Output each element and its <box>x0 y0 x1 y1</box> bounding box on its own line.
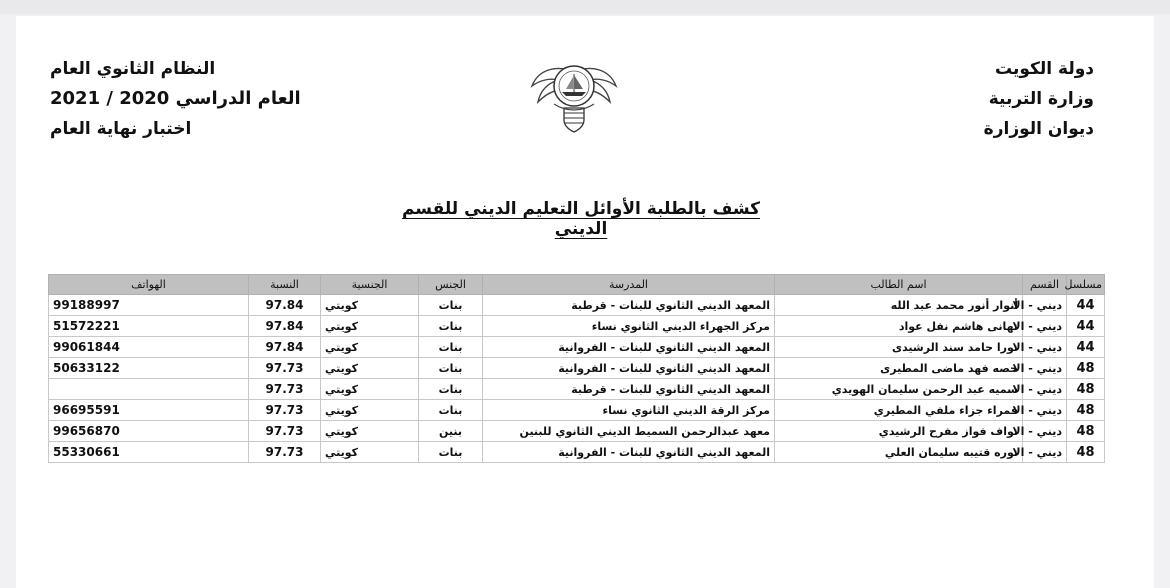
cell-name: نوره قتيبه سليمان العلي <box>775 442 1023 463</box>
cell-gender: بنات <box>419 337 483 358</box>
col-phones: الهواتف <box>49 275 249 295</box>
cell-percent: 97.73 <box>249 400 321 421</box>
col-dept: القسم <box>1023 275 1067 295</box>
cell-name: أنوار أنور محمد عبد الله <box>775 295 1023 316</box>
table-row <box>49 421 1105 442</box>
table-row <box>49 379 1105 400</box>
table-row <box>49 358 1105 379</box>
col-school: المدرسة <box>483 275 775 295</box>
cell-serial: 48 <box>1067 442 1105 463</box>
cell-phone: 50633122 <box>49 358 249 379</box>
cell-percent: 97.84 <box>249 337 321 358</box>
cell-name: سميه عبد الرحمن سليمان الهويدي <box>775 379 1023 400</box>
cell-serial: 44 <box>1067 295 1105 316</box>
table-row <box>49 295 1105 316</box>
table-header-row <box>49 275 1105 295</box>
cell-phone: 55330661 <box>49 442 249 463</box>
cell-serial: 44 <box>1067 337 1105 358</box>
col-name: اسم الطالب <box>775 275 1023 295</box>
cell-gender: بنات <box>419 379 483 400</box>
cell-phone: 51572221 <box>49 316 249 337</box>
cell-gender: بنات <box>419 295 483 316</box>
cell-percent: 97.73 <box>249 421 321 442</box>
cell-percent: 97.73 <box>249 379 321 400</box>
cell-school: المعهد الديني الثانوي للبنات - الفروانية <box>483 442 775 463</box>
header-country: دولة الكويت <box>994 59 1094 79</box>
cell-phone <box>49 379 249 400</box>
header-exam-info <box>50 54 301 144</box>
cell-nationality: كويتي <box>321 358 419 379</box>
col-nationality: الجنسية <box>321 275 419 295</box>
cell-nationality: كويتي <box>321 442 419 463</box>
cell-nationality: كويتي <box>321 379 419 400</box>
cell-gender: بنات <box>419 400 483 421</box>
cell-dept: ديني - الا <box>1023 316 1067 337</box>
cell-school: معهد عبدالرحمن السميط الديني الثانوي للبنين <box>483 421 775 442</box>
cell-dept: ديني - الا <box>1023 421 1067 442</box>
cell-percent: 97.84 <box>249 316 321 337</box>
cell-name: نورا حامد سند الرشيدى <box>775 337 1023 358</box>
cell-phone: 99188997 <box>49 295 249 316</box>
cell-serial: 48 <box>1067 400 1105 421</box>
cell-nationality: كويتي <box>321 400 419 421</box>
cell-dept: ديني - الا <box>1023 358 1067 379</box>
viewer-top-bar <box>0 0 1170 14</box>
col-serial: مسلسل <box>1067 275 1105 295</box>
col-percent: النسبة <box>249 275 321 295</box>
cell-serial: 48 <box>1067 421 1105 442</box>
cell-nationality: كويتي <box>321 316 419 337</box>
cell-school: مركز الرقة الديني الثانوي نساء <box>483 400 775 421</box>
cell-school: مركز الجهراء الديني الثانوي نساء <box>483 316 775 337</box>
table-row <box>49 442 1105 463</box>
cell-school: المعهد الديني الثانوي للبنات - الفروانية <box>483 358 775 379</box>
cell-school: المعهد الديني الثانوي للبنات - قرطبة <box>483 295 775 316</box>
cell-dept: ديني - الا <box>1023 295 1067 316</box>
cell-school: المعهد الديني الثانوي للبنات - قرطبة <box>483 379 775 400</box>
cell-serial: 48 <box>1067 358 1105 379</box>
cell-percent: 97.73 <box>249 358 321 379</box>
cell-name: قمراء جزاء ملفي المطيري <box>775 400 1023 421</box>
cell-phone: 99656870 <box>49 421 249 442</box>
cell-dept: ديني - الا <box>1023 379 1067 400</box>
cell-gender: بنين <box>419 421 483 442</box>
cell-dept: ديني - الا <box>1023 400 1067 421</box>
cell-nationality: كويتي <box>321 337 419 358</box>
table-row <box>49 337 1105 358</box>
cell-school: المعهد الديني الثانوي للبنات - الفروانية <box>483 337 775 358</box>
cell-dept: ديني - الا <box>1023 337 1067 358</box>
cell-gender: بنات <box>419 316 483 337</box>
col-gender: الجنس <box>419 275 483 295</box>
table-row <box>49 400 1105 421</box>
cell-nationality: كويتي <box>321 421 419 442</box>
cell-name: نواف فواز مفرح الرشيدي <box>775 421 1023 442</box>
students-table <box>48 274 1105 463</box>
cell-phone: 96695591 <box>49 400 249 421</box>
header-office: ديوان الوزارة <box>983 119 1094 139</box>
document-title: كشف بالطلبة الأوائل التعليم الديني للقسم الديني <box>401 199 761 239</box>
header-ministry <box>984 54 1094 144</box>
cell-percent: 97.73 <box>249 442 321 463</box>
cell-gender: بنات <box>419 442 483 463</box>
cell-name: تهانى هاشم نفل عواد <box>775 316 1023 337</box>
cell-dept: ديني - الا <box>1023 442 1067 463</box>
cell-phone: 99061844 <box>49 337 249 358</box>
cell-name: حصه فهد ماضى المطيرى <box>775 358 1023 379</box>
cell-gender: بنات <box>419 358 483 379</box>
cell-serial: 44 <box>1067 316 1105 337</box>
header-academic-year: العام الدراسي 2020 / 2021 <box>50 88 301 109</box>
table-row <box>49 316 1105 337</box>
document-page <box>16 16 1154 588</box>
header-system: النظام الثانوي العام <box>50 59 216 79</box>
cell-nationality: كويتي <box>321 295 419 316</box>
header-ministry-name: وزارة التربية <box>988 89 1094 109</box>
cell-serial: 48 <box>1067 379 1105 400</box>
header-exam: اختبار نهاية العام <box>50 119 192 139</box>
cell-percent: 97.84 <box>249 295 321 316</box>
kuwait-emblem-icon <box>526 46 622 142</box>
